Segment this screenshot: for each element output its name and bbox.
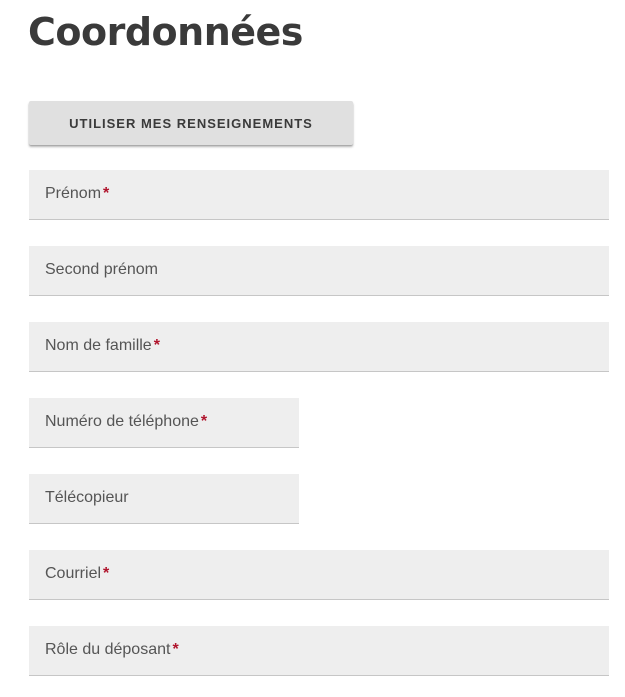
required-marker: *	[103, 185, 110, 202]
required-marker: *	[103, 565, 110, 582]
first-name-label: Prénom *	[45, 185, 110, 202]
last-name-label: Nom de famille *	[45, 337, 160, 354]
email-field[interactable]	[29, 550, 609, 600]
depositor-role-label: Rôle du déposant *	[45, 641, 179, 658]
fax-label: Télécopieur	[45, 489, 129, 506]
phone-label: Numéro de téléphone *	[45, 413, 208, 430]
email-label: Courriel *	[45, 565, 110, 582]
middle-name-label: Second prénom	[45, 261, 158, 278]
required-marker: *	[200, 413, 208, 430]
last-name-field[interactable]	[29, 322, 609, 372]
phone-field[interactable]	[29, 398, 299, 448]
page-title: Coordonnées	[28, 10, 303, 54]
middle-name-field[interactable]	[29, 246, 609, 296]
use-my-info-button[interactable]: UTILISER MES RENSEIGNEMENTS	[29, 101, 353, 145]
required-marker: *	[172, 641, 179, 658]
fax-field[interactable]	[29, 474, 299, 524]
first-name-field[interactable]	[29, 170, 609, 220]
required-marker: *	[153, 337, 160, 354]
depositor-role-field[interactable]	[29, 626, 609, 676]
